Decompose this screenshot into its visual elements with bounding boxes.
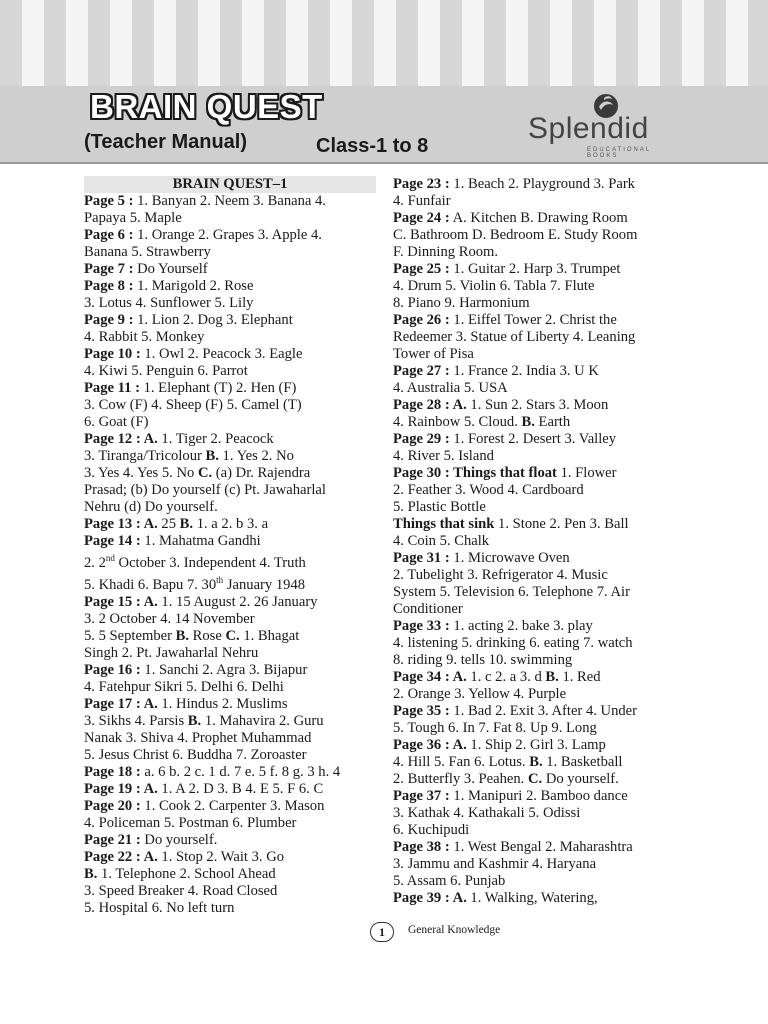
answer-segment: 1. Manipuri 2. Bamboo dance <box>449 788 628 804</box>
answer-line <box>393 499 693 516</box>
answer-line <box>393 448 693 465</box>
answer-segment: 1. Hindus 2. Muslims <box>157 695 288 712</box>
answer-segment: 6. Kuchipudi <box>393 822 470 838</box>
answer-segment: Page 17 : A. <box>84 695 158 712</box>
answer-segment: 4. Coin 5. Chalk <box>393 533 490 549</box>
answer-segment: th <box>216 574 224 585</box>
answer-line <box>393 618 693 635</box>
answer-segment: Page 27 : <box>393 363 450 379</box>
answer-segment: 1. A 2. D 3. B 4. E 5. F 6. C <box>157 780 324 797</box>
answer-segment: 3. Sikhs 4. Parsis <box>84 712 188 729</box>
answer-segment: 1. Bad 2. Exit 3. After 4. Under <box>449 703 638 719</box>
page-number: 1 <box>370 922 394 942</box>
answer-segment: Page 7 : <box>84 261 134 277</box>
answer-line <box>84 261 376 278</box>
answer-segment: 2. 2 <box>84 554 106 571</box>
answer-segment: 4. Rabbit 5. Monkey <box>84 329 205 345</box>
answer-segment: Singh 2. Pt. Jawaharlal Nehru <box>84 644 259 661</box>
answer-line <box>84 278 376 295</box>
answer-segment: 1. Guitar 2. Harp 3. Trumpet <box>449 261 621 277</box>
answer-line <box>393 839 693 856</box>
answer-segment: Page 36 : A. <box>393 737 467 753</box>
answer-segment: 1. Elephant (T) 2. Hen (F) <box>139 380 297 396</box>
answers-column-left <box>84 176 376 917</box>
header-stripes <box>0 0 768 86</box>
answer-segment: Page 9 : <box>84 312 134 328</box>
answer-line <box>84 312 376 329</box>
answer-segment: nd <box>105 553 115 563</box>
answer-segment: Page 16 : <box>84 661 141 678</box>
answer-segment: 1. Stone 2. Pen 3. Ball <box>494 516 629 532</box>
answer-line <box>84 628 376 645</box>
answer-line <box>84 594 376 611</box>
answer-segment: Page 29 : <box>393 431 450 447</box>
answer-segment: 1. Walking, Watering, <box>466 890 598 906</box>
answer-segment: Page 31 : <box>393 550 450 566</box>
answer-line <box>393 278 693 295</box>
answer-segment: C. <box>197 465 213 481</box>
answer-line <box>84 210 376 227</box>
answer-line <box>393 176 693 193</box>
answer-segment: Page 15 : A. <box>84 593 158 610</box>
answer-segment: Nehru (d) Do yourself. <box>84 499 218 515</box>
answer-line <box>84 329 376 346</box>
answer-line <box>393 380 693 397</box>
answer-segment: Page 34 : A. <box>393 669 467 685</box>
answer-segment: Page 19 : A. <box>84 780 158 797</box>
answer-line <box>84 363 376 380</box>
answer-line <box>393 482 693 499</box>
answer-line <box>84 346 376 363</box>
answer-segment: Page 28 : A. <box>393 397 467 413</box>
answer-segment: 1. Yes 2. No <box>218 448 294 464</box>
answer-line <box>84 572 376 594</box>
answer-line <box>84 611 376 628</box>
answer-segment: 3. Tiranga/Tricolour <box>84 448 206 464</box>
answer-segment: (a) Dr. Rajendra <box>212 465 311 481</box>
answer-segment: 3. Speed Breaker 4. Road Closed <box>84 882 278 899</box>
answer-segment: October 3. Independent 4. Truth <box>114 554 306 571</box>
answer-segment: January 1948 <box>223 576 306 593</box>
answer-segment: Nanak 3. Shiva 4. Prophet Muhammad <box>84 729 312 746</box>
answer-segment: 5. Hospital 6. No left turn <box>84 899 235 916</box>
answer-segment: B. <box>529 754 543 770</box>
answer-segment: 4. Hill 5. Fan 6. Lotus. <box>393 754 530 770</box>
answer-line <box>393 686 693 703</box>
answer-line <box>84 431 376 448</box>
answer-segment: Page 30 : Things that float <box>393 465 557 481</box>
answer-segment: 1. c 2. a 3. d <box>466 669 546 685</box>
answer-segment: 2. Tubelight 3. Refrigerator 4. Music <box>393 567 608 583</box>
answer-line <box>84 448 376 465</box>
answer-segment: 2. Orange 3. Yellow 4. Purple <box>393 686 567 702</box>
answer-line <box>393 329 693 346</box>
answer-segment: 5. 5 September <box>84 627 176 644</box>
answer-segment: 1. Mahavira 2. Guru <box>201 712 324 729</box>
answer-line <box>84 414 376 431</box>
answer-segment: 4. listening 5. drinking 6. eating 7. watch <box>393 635 633 651</box>
answer-line <box>84 499 376 516</box>
answer-segment: Page 33 : <box>393 618 450 634</box>
answer-line <box>393 261 693 278</box>
answer-segment: Page 38 : <box>393 839 450 855</box>
publisher-logo <box>528 92 678 159</box>
answer-line <box>84 380 376 397</box>
answer-line <box>393 703 693 720</box>
answer-line <box>393 397 693 414</box>
answer-segment: 25 <box>157 516 180 532</box>
answer-line <box>393 720 693 737</box>
answer-line <box>84 832 376 849</box>
answer-segment: 3. Lotus 4. Sunflower 5. Lily <box>84 295 254 311</box>
answer-line <box>393 533 693 550</box>
section-heading: BRAIN QUEST–1 <box>84 176 376 193</box>
answer-line <box>84 883 376 900</box>
answer-line <box>393 363 693 380</box>
answer-segment: 5. Plastic Bottle <box>393 499 486 515</box>
answer-lines-right <box>393 176 693 907</box>
answer-segment: Page 12 : A. <box>84 431 158 447</box>
answer-segment: 3. Cow (F) 4. Sheep (F) 5. Camel (T) <box>84 397 302 413</box>
answer-segment: 4. Kiwi 5. Penguin 6. Parrot <box>84 363 248 379</box>
answer-line <box>393 465 693 482</box>
answer-segment: 3. 2 October 4. 14 November <box>84 610 255 627</box>
answer-line <box>84 679 376 696</box>
answer-line <box>393 890 693 907</box>
answer-segment: 1. Eiffel Tower 2. Christ the <box>449 312 617 328</box>
answer-segment: System 5. Television 6. Telephone 7. Air <box>393 584 630 600</box>
answer-line <box>84 815 376 832</box>
answer-segment: B. <box>187 712 202 729</box>
answer-segment: Page 23 : <box>393 176 450 192</box>
answer-line <box>393 414 693 431</box>
answer-line <box>84 227 376 244</box>
answer-segment: 5. Assam 6. Punjab <box>393 873 506 889</box>
answer-segment: C. <box>527 771 543 787</box>
answer-segment: Do yourself. <box>140 831 218 848</box>
answer-segment: Things that sink <box>393 516 495 532</box>
logo-wordmark: Splendid <box>528 112 649 145</box>
answer-line <box>84 397 376 414</box>
answer-segment: 5. Khadi 6. Bapu 7. 30 <box>84 576 217 593</box>
answer-segment: Tower of Pisa <box>393 346 474 362</box>
answer-line <box>393 567 693 584</box>
answer-segment: 1. Tiger 2. Peacock <box>157 431 274 447</box>
answer-line <box>393 295 693 312</box>
answer-segment: Page 26 : <box>393 312 450 328</box>
answer-segment: Page 13 : A. <box>84 516 158 532</box>
answer-segment: Page 18 : <box>84 763 141 780</box>
answer-segment: Page 10 : <box>84 346 141 362</box>
answer-segment: B. <box>205 448 219 464</box>
answer-segment: 6. Goat (F) <box>84 414 149 430</box>
answer-line <box>84 798 376 815</box>
answer-line <box>84 193 376 210</box>
answer-line <box>393 737 693 754</box>
answer-line <box>84 465 376 482</box>
answer-segment: Do yourself. <box>542 771 619 787</box>
answer-segment: 1. Orange 2. Grapes 3. Apple 4. <box>133 227 322 243</box>
answer-segment: 1. Microwave Oven <box>449 550 570 566</box>
answer-segment: 1. Red <box>558 669 601 685</box>
answer-segment: Prasad; (b) Do yourself (c) Pt. Jawaharlal <box>84 482 326 498</box>
answer-segment: 1. France 2. India 3. U K <box>449 363 599 379</box>
answer-segment: Page 14 : <box>84 533 141 549</box>
answer-segment: Page 8 : <box>84 278 134 294</box>
answer-segment: 1. West Bengal 2. Maharashtra <box>449 839 633 855</box>
answer-segment: 2. Butterfly 3. Peahen. <box>393 771 528 787</box>
answer-segment: 3. Kathak 4. Kathakali 5. Odissi <box>393 805 581 821</box>
answer-segment: C. <box>225 627 240 644</box>
answer-line <box>393 431 693 448</box>
answer-line <box>393 193 693 210</box>
answer-line <box>393 227 693 244</box>
answer-line <box>84 482 376 499</box>
answer-segment: Page 21 : <box>84 831 141 848</box>
answer-segment: 4. Fatehpur Sikri 5. Delhi 6. Delhi <box>84 678 284 695</box>
answer-segment: Banana 5. Strawberry <box>84 244 211 260</box>
answer-segment: 1. Cook 2. Carpenter 3. Mason <box>140 797 325 814</box>
answer-segment: 2. Feather 3. Wood 4. Cardboard <box>393 482 584 498</box>
answer-line <box>393 346 693 363</box>
answer-segment: Page 5 : <box>84 193 134 209</box>
answer-segment: B. <box>84 865 98 882</box>
answer-segment: B. <box>521 414 535 430</box>
answer-line <box>393 805 693 822</box>
answer-line <box>393 652 693 669</box>
answer-segment: 1. Marigold 2. Rose <box>133 278 254 294</box>
answer-segment: A. Kitchen B. Drawing Room <box>449 210 628 226</box>
answer-segment: B. <box>179 516 194 532</box>
answer-segment: Papaya 5. Maple <box>84 210 182 226</box>
answer-line <box>393 822 693 839</box>
answer-segment: 8. Piano 9. Harmonium <box>393 295 530 311</box>
answer-segment: 3. Yes 4. Yes 5. No <box>84 465 198 481</box>
answer-line <box>84 696 376 713</box>
answer-segment: Page 24 : <box>393 210 450 226</box>
answer-line <box>393 856 693 873</box>
answer-line <box>393 244 693 261</box>
answer-segment: C. Bathroom D. Bedroom E. Study Room <box>393 227 638 243</box>
answer-line <box>393 601 693 618</box>
answer-line <box>393 550 693 567</box>
answer-segment: Page 20 : <box>84 797 141 814</box>
answer-segment: 4. Australia 5. USA <box>393 380 508 396</box>
answer-line <box>393 516 693 533</box>
answer-segment: B. <box>545 669 559 685</box>
answer-segment: 4. Policeman 5. Postman 6. Plumber <box>84 814 297 831</box>
answer-segment: Page 35 : <box>393 703 450 719</box>
answer-segment: 1. Ship 2. Girl 3. Lamp <box>466 737 606 753</box>
answer-segment: Page 11 : <box>84 380 140 396</box>
answer-segment: a. 6 b. 2 c. 1 d. 7 e. 5 f. 8 g. 3 h. 4 <box>140 763 341 780</box>
answer-segment: Page 39 : A. <box>393 890 467 906</box>
answer-segment: 1. Lion 2. Dog 3. Elephant <box>133 312 293 328</box>
answer-line <box>84 662 376 679</box>
book-title: BRAIN QUEST <box>90 88 323 125</box>
answer-line <box>84 730 376 747</box>
answer-segment: Conditioner <box>393 601 463 617</box>
answer-line <box>84 295 376 312</box>
answer-line <box>84 781 376 798</box>
answer-segment: 4. Funfair <box>393 193 451 209</box>
answer-segment: 4. Drum 5. Violin 6. Tabla 7. Flute <box>393 278 595 294</box>
answer-segment: Page 37 : <box>393 788 450 804</box>
answer-segment: 1. Flower <box>556 465 617 481</box>
answer-segment: 1. Sun 2. Stars 3. Moon <box>466 397 609 413</box>
answer-segment: 1. Mahatma Gandhi <box>140 533 261 549</box>
answer-segment: 1. 15 August 2. 26 January <box>157 593 318 610</box>
answer-segment: 1. Bhagat <box>239 627 300 644</box>
answer-line <box>84 747 376 764</box>
answer-segment: F. Dinning Room. <box>393 244 499 260</box>
answer-segment: Page 6 : <box>84 227 134 243</box>
answer-segment: 8. riding 9. tells 10. swimming <box>393 652 573 668</box>
answer-line <box>393 771 693 788</box>
answer-segment: Page 25 : <box>393 261 450 277</box>
answer-line <box>393 312 693 329</box>
answer-line <box>393 635 693 652</box>
answer-segment: 1. Stop 2. Wait 3. Go <box>157 848 285 865</box>
answer-segment: Do Yourself <box>133 261 208 277</box>
answer-segment: 1. a 2. b 3. a <box>193 516 269 532</box>
answer-line <box>84 713 376 730</box>
answer-line <box>393 754 693 771</box>
answer-line <box>84 516 376 533</box>
answer-line <box>84 764 376 781</box>
answer-line <box>393 210 693 227</box>
answer-line <box>84 533 376 550</box>
answer-segment: 1. Basketball <box>542 754 623 770</box>
answer-segment: 5. Tough 6. In 7. Fat 8. Up 9. Long <box>393 720 597 736</box>
answer-line <box>393 788 693 805</box>
answer-segment: Page 22 : A. <box>84 848 158 865</box>
answer-lines-left <box>84 193 376 917</box>
answer-line <box>84 849 376 866</box>
answer-segment: B. <box>175 627 189 644</box>
footer-subject: General Knowledge <box>408 924 501 936</box>
answer-segment: Earth <box>534 414 571 430</box>
answer-segment: Redeemer 3. Statue of Liberty 4. Leaning <box>393 329 636 345</box>
answer-line <box>393 873 693 890</box>
answer-line <box>393 584 693 601</box>
book-subtitle: (Teacher Manual) <box>84 131 247 153</box>
answer-line <box>84 900 376 917</box>
answer-line <box>84 244 376 261</box>
answer-line <box>84 550 376 572</box>
answer-line <box>84 866 376 883</box>
answer-line <box>84 645 376 662</box>
logo-tagline: EDUCATIONAL BOOKS <box>587 147 652 159</box>
answer-segment: 1. Owl 2. Peacock 3. Eagle <box>140 346 303 362</box>
answer-segment: Rose <box>189 627 226 644</box>
answer-segment: 4. River 5. Island <box>393 448 494 464</box>
answer-line <box>393 669 693 686</box>
answer-segment: 1. Banyan 2. Neem 3. Banana 4. <box>133 193 326 209</box>
answer-segment: 1. Telephone 2. School Ahead <box>97 865 276 882</box>
answer-segment: 1. Beach 2. Playground 3. Park <box>449 176 635 192</box>
answer-segment: 1. Forest 2. Desert 3. Valley <box>449 431 617 447</box>
answer-segment: 5. Jesus Christ 6. Buddha 7. Zoroaster <box>84 746 307 763</box>
class-range: Class-1 to 8 <box>316 135 429 157</box>
answers-column-right <box>393 176 693 907</box>
answer-segment: 3. Jammu and Kashmir 4. Haryana <box>393 856 597 872</box>
answer-segment: 4. Rainbow 5. Cloud. <box>393 414 522 430</box>
answer-segment: 1. Sanchi 2. Agra 3. Bijapur <box>140 661 308 678</box>
answer-segment: 1. acting 2. bake 3. play <box>449 618 593 634</box>
